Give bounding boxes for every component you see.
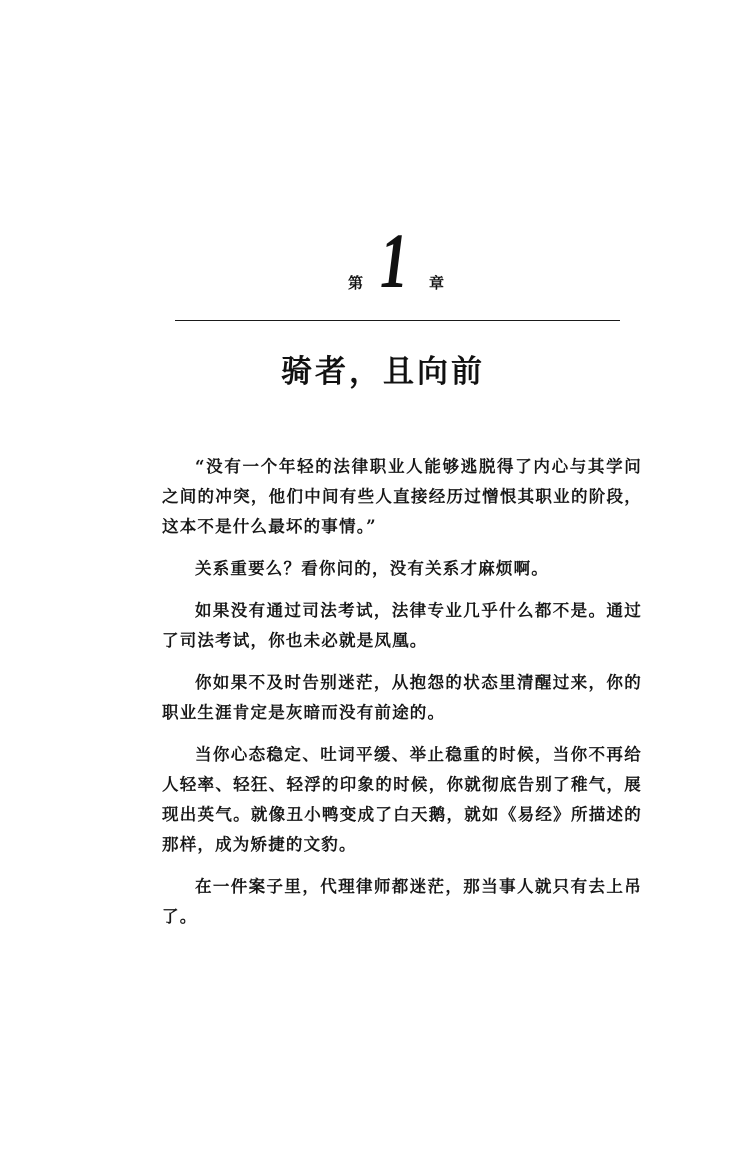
- chapter-divider: [175, 320, 620, 321]
- paragraph: 关系重要么？看你问的，没有关系才麻烦啊。: [195, 559, 549, 578]
- chapter-number: 1: [380, 217, 409, 304]
- paragraph: 在一件案子里，代理律师都迷茫，那当事人就只有去上吊了。: [162, 877, 642, 926]
- chapter-suffix: 章: [429, 274, 445, 292]
- chapter-heading: [0, 217, 738, 304]
- paragraph: 当你心态稳定、吐词平缓、举止稳重的时候，当你不再给人轻率、轻狂、轻浮的印象的时候，你就彻底告别了稚气，展现出英气。就像丑小鸭变成了白天鹅，就如《易经》所描述的那样，成为矫捷的文豹。: [162, 745, 642, 854]
- paragraph: “没有一个年轻的法律职业人能够逃脱得了内心与其学问之间的冲突，他们中间有些人直接经历过憎恨其职业的阶段，这本不是什么最坏的事情。”: [162, 457, 642, 536]
- paragraph: 如果没有通过司法考试，法律专业几乎什么都不是。通过了司法考试，你也未必就是凤凰。: [162, 601, 642, 650]
- chapter-body: [162, 452, 642, 944]
- paragraph: 你如果不及时告别迷茫，从抱怨的状态里清醒过来，你的职业生涯肯定是灰暗而没有前途的。: [162, 673, 642, 722]
- chapter-title: 骑者，且向前: [281, 354, 485, 390]
- chapter-prefix: 第: [348, 274, 364, 292]
